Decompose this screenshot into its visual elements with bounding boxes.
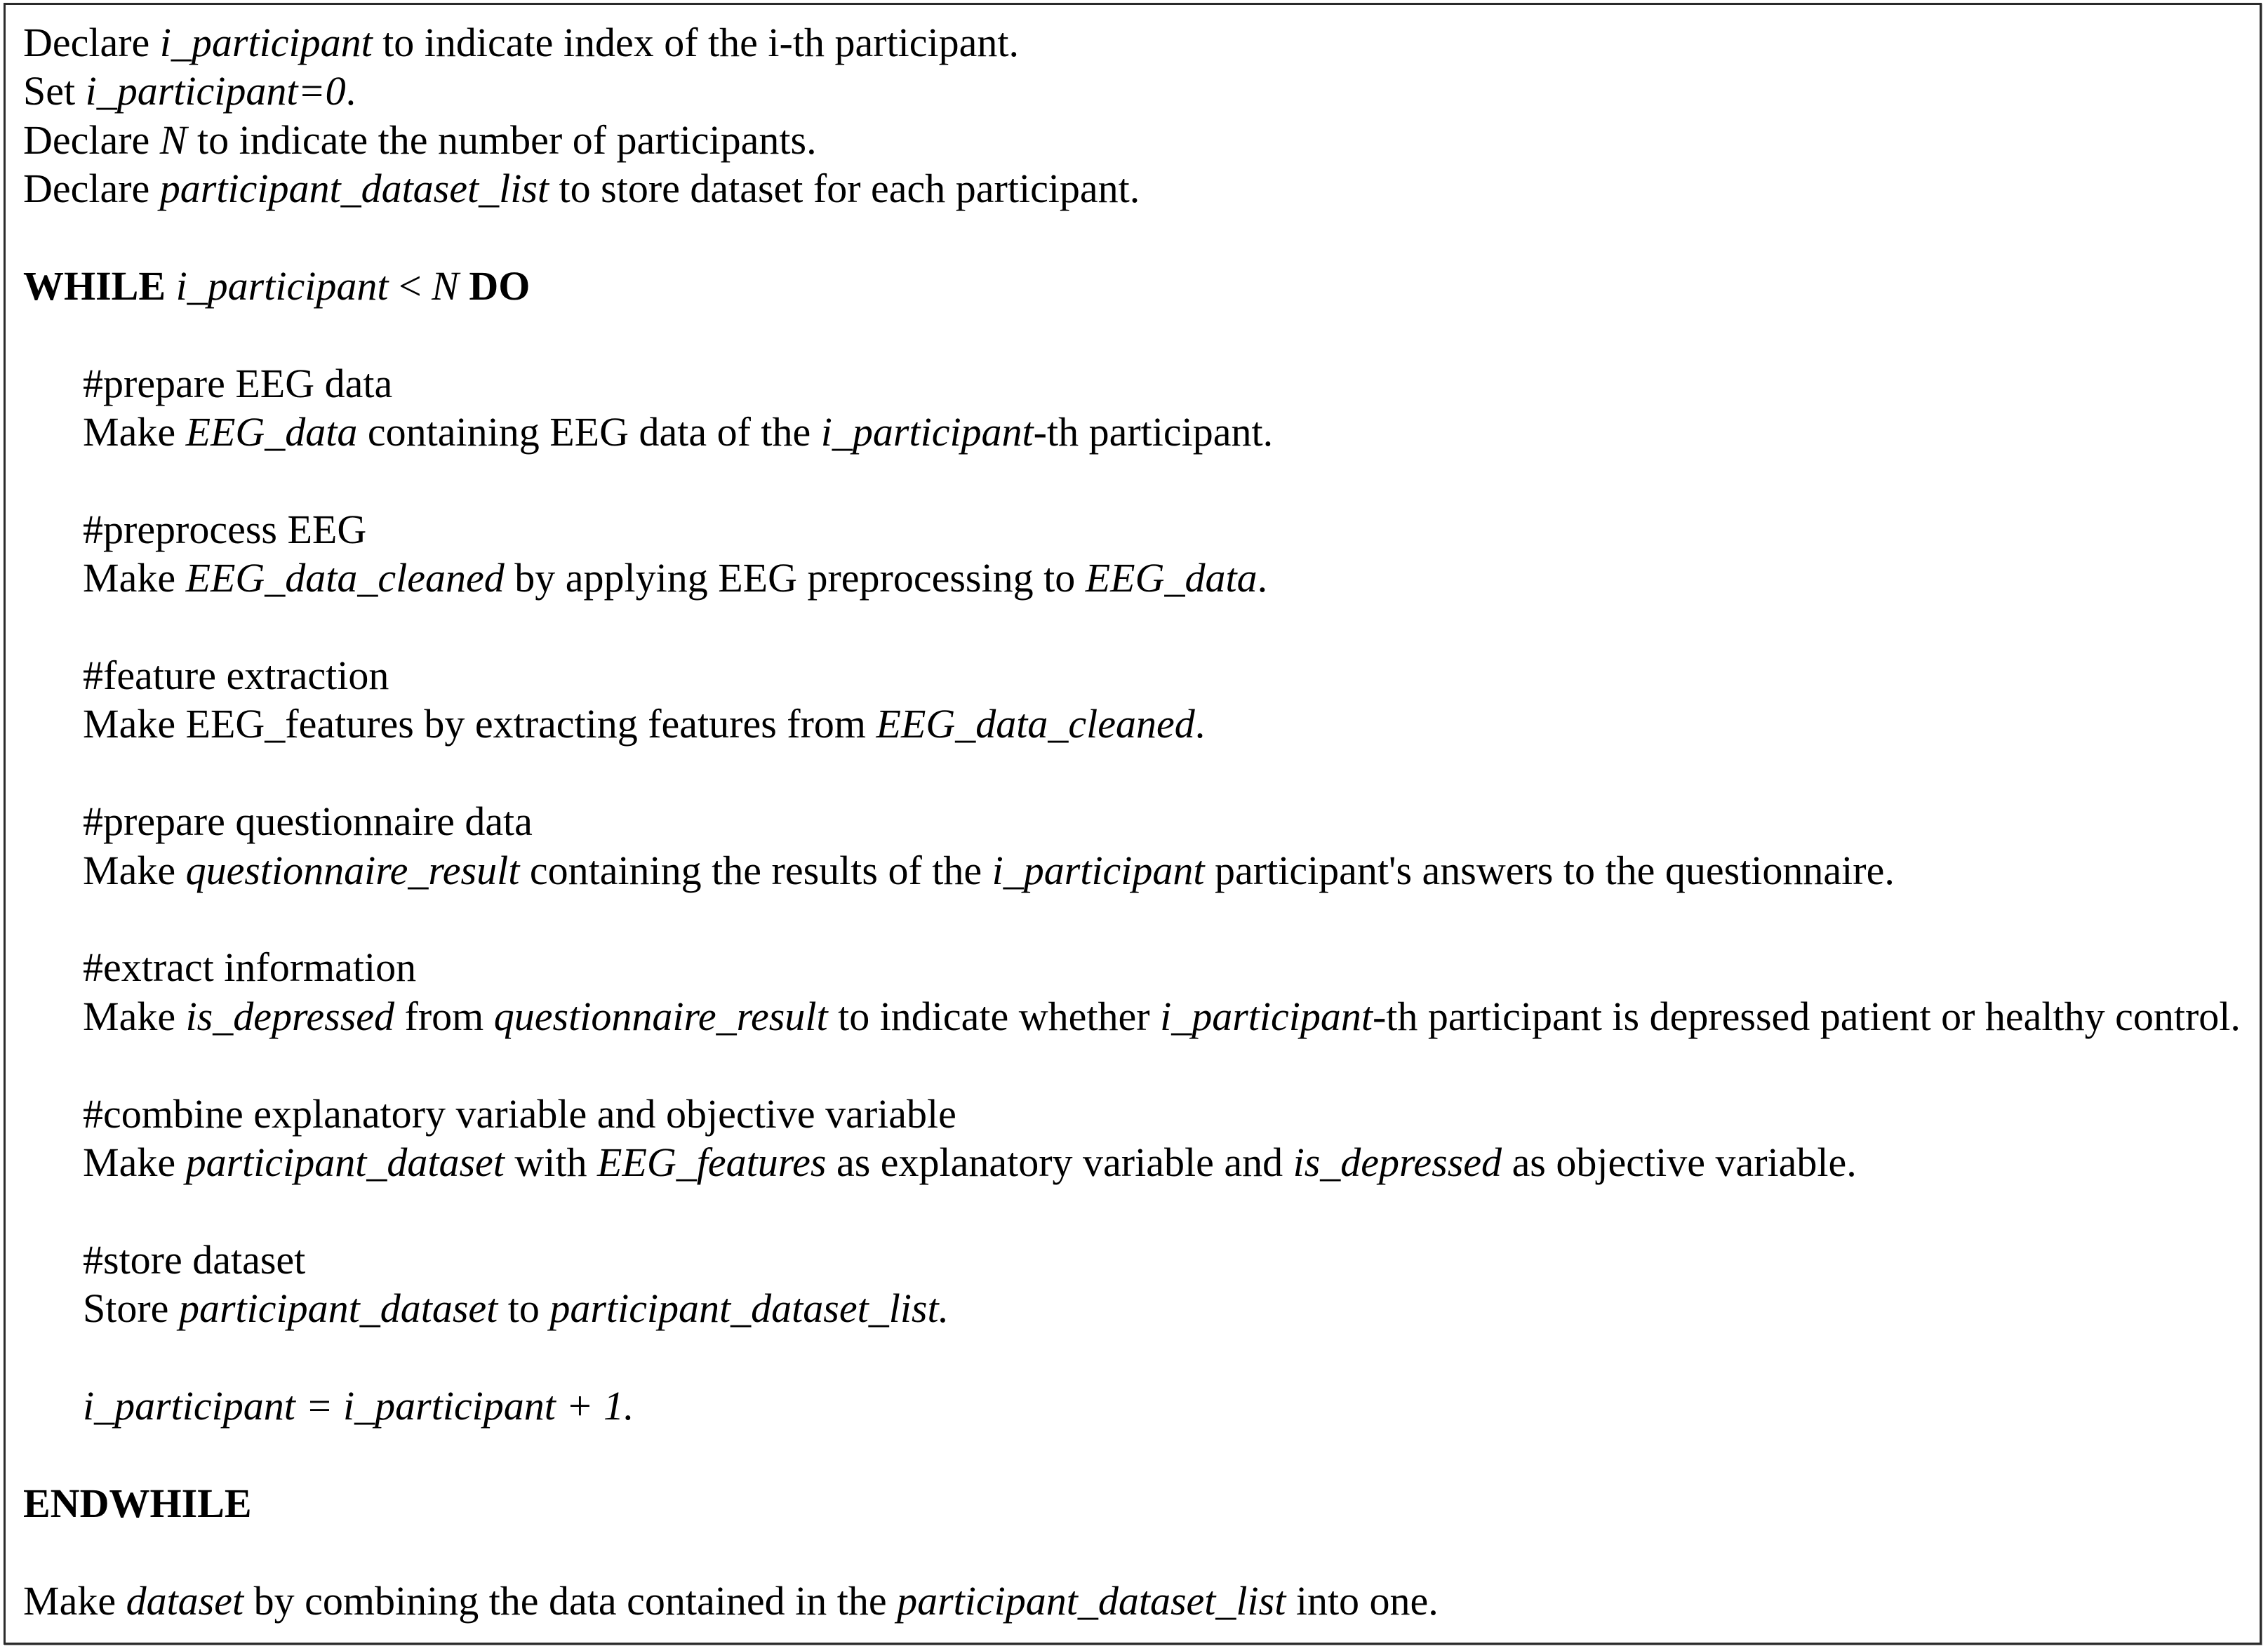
variable-name: questionnaire_result bbox=[493, 993, 828, 1039]
blank-line bbox=[23, 213, 2260, 262]
blank-line bbox=[23, 603, 2260, 651]
while-keyword: WHILE bbox=[23, 262, 166, 309]
blank-line bbox=[23, 1430, 2260, 1478]
variable-name: participant_dataset_list bbox=[897, 1577, 1286, 1624]
statement-text: from bbox=[394, 993, 494, 1039]
statement-text: . bbox=[1257, 555, 1268, 601]
step-comment: #extract information bbox=[83, 944, 417, 991]
variable-name: i_participant bbox=[992, 847, 1205, 893]
pseudocode-box bbox=[4, 3, 2262, 1645]
step-comment: #feature extraction bbox=[83, 653, 389, 699]
statement-text: . bbox=[1194, 701, 1206, 747]
step-statement bbox=[23, 700, 2260, 748]
variable-name: questionnaire_result bbox=[185, 847, 520, 893]
statement-text: as explanatory variable and bbox=[826, 1139, 1293, 1185]
statement-text: Make bbox=[83, 409, 186, 455]
step-comment: #combine explanatory variable and objective variable bbox=[83, 1090, 956, 1137]
variable-name: participant_dataset bbox=[185, 1139, 505, 1185]
step-statement bbox=[23, 846, 2260, 895]
statement-text: -th participant is depressed patient or healthy control. bbox=[1372, 993, 2241, 1039]
blank-line bbox=[23, 1041, 2260, 1089]
statement-text: by applying EEG preprocessing to bbox=[504, 555, 1086, 601]
pseudocode-body bbox=[23, 18, 2260, 1625]
blank-line bbox=[23, 749, 2260, 797]
variable-name: EEG_features bbox=[597, 1139, 827, 1185]
statement-text: to indicate index of the i-th participant. bbox=[372, 20, 1019, 65]
blank-line bbox=[23, 1187, 2260, 1235]
preamble-line bbox=[23, 116, 2260, 164]
step-statement bbox=[23, 554, 2260, 602]
variable-name: N bbox=[159, 116, 187, 163]
variable-name: EEG_data bbox=[1085, 555, 1258, 601]
statement-text: with bbox=[504, 1139, 598, 1185]
statement-text: Declare bbox=[23, 166, 160, 212]
variable-name: participant_dataset_list. bbox=[549, 1285, 949, 1332]
step-comment: #preprocess EEG bbox=[83, 506, 367, 552]
preamble-line bbox=[23, 18, 2260, 67]
statement-text: into one. bbox=[1286, 1577, 1439, 1624]
step-statement bbox=[23, 992, 2260, 1041]
step-statement bbox=[23, 408, 2260, 456]
while-header bbox=[23, 262, 2260, 310]
do-keyword: DO bbox=[469, 262, 531, 309]
step-comment: #prepare questionnaire data bbox=[83, 798, 533, 845]
variable-name: EEG_data_cleaned bbox=[876, 701, 1195, 747]
statement-text: to indicate whether bbox=[827, 993, 1161, 1039]
blank-line bbox=[23, 457, 2260, 505]
statement-text: containing EEG data of the bbox=[357, 409, 821, 455]
loop-variable: i_participant bbox=[175, 262, 389, 309]
statement-text: by combining the data contained in the bbox=[244, 1577, 898, 1624]
statement-text: Make bbox=[23, 1577, 126, 1624]
blank-line bbox=[23, 310, 2260, 359]
variable-name: EEG_data_cleaned bbox=[185, 555, 505, 601]
statement-text: Make bbox=[83, 555, 186, 601]
statement-text: Make bbox=[83, 1139, 186, 1185]
variable-name: i_participant bbox=[820, 409, 1034, 455]
statement-text: Make bbox=[83, 847, 186, 893]
step-comment: #prepare EEG data bbox=[83, 360, 393, 406]
blank-line bbox=[23, 1333, 2260, 1382]
variable-name: participant_dataset bbox=[178, 1285, 498, 1332]
statement-text: Store bbox=[83, 1285, 179, 1332]
statement-text: Declare bbox=[23, 116, 160, 163]
loop-bound: N bbox=[432, 262, 459, 309]
increment-statement: i_participant = i_participant + 1. bbox=[83, 1382, 634, 1429]
statement-text: as objective variable. bbox=[1502, 1139, 1857, 1185]
statement-text: Declare bbox=[23, 20, 160, 65]
step-statement bbox=[23, 1138, 2260, 1187]
blank-line bbox=[23, 895, 2260, 943]
preamble-line bbox=[23, 67, 2260, 115]
variable-name: is_depressed bbox=[185, 993, 395, 1039]
blank-line bbox=[23, 1528, 2260, 1576]
variable-name: i_participant=0 bbox=[85, 68, 346, 114]
statement-text: Make EEG_features by extracting features from bbox=[83, 701, 876, 747]
final-statement bbox=[23, 1577, 2260, 1625]
statement-text: -th participant. bbox=[1033, 409, 1274, 455]
variable-name: EEG_data bbox=[185, 409, 358, 455]
variable-name: is_depressed bbox=[1293, 1139, 1502, 1185]
statement-text: Make bbox=[83, 993, 186, 1039]
statement-text: to indicate the number of participants. bbox=[187, 116, 817, 163]
comparison-operator: < bbox=[388, 262, 432, 309]
statement-text: containing the results of the bbox=[519, 847, 992, 893]
endwhile-keyword: ENDWHILE bbox=[23, 1480, 252, 1526]
statement-text: . bbox=[345, 68, 356, 114]
variable-name: participant_dataset_list bbox=[159, 166, 549, 212]
statement-text: participant's answers to the questionnaire. bbox=[1204, 847, 1895, 893]
step-comment: #store dataset bbox=[83, 1236, 306, 1283]
variable-name: i_participant bbox=[159, 20, 373, 65]
statement-text: to store dataset for each participant. bbox=[549, 166, 1140, 212]
step-statement bbox=[23, 1284, 2260, 1332]
variable-name: dataset bbox=[126, 1577, 244, 1624]
variable-name: i_participant bbox=[1160, 993, 1373, 1039]
statement-text: Set bbox=[23, 68, 86, 114]
preamble-line bbox=[23, 164, 2260, 213]
statement-text: to bbox=[498, 1285, 550, 1332]
